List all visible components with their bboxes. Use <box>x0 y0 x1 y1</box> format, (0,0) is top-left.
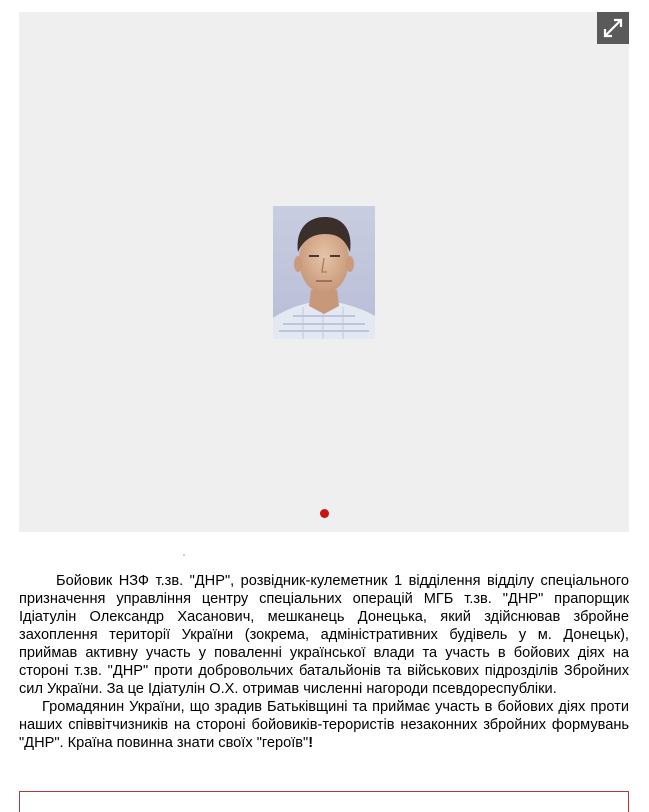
slide-dot-active[interactable] <box>320 509 329 518</box>
photo-gallery[interactable] <box>19 12 629 532</box>
divider-dot <box>183 554 185 556</box>
slide-indicator <box>19 509 629 518</box>
article-paragraph-1: Бойовик НЗФ т.зв. "ДНР", розвідник-кулеметник 1 відділення відділу спеціального призначення управління центру спеціальних операцій МГБ т.зв. "ДНР" прапорщик Ідіатулін Олександр Хасанович, мешканець Донецька, який здійснював збройне захоплення території України (зокрема, адміністративних будівель у м. Донецьк), приймав активну участь у поваленні української влади та участь в бойових діях на стороні т.зв. "ДНР" проти добровольчих батальйонів та військових підрозділів Збройних сил України. За це Ідіатулін О.Х. отримав численні нагороди псевдореспубліки. <box>19 573 629 697</box>
fullscreen-button[interactable] <box>597 12 629 44</box>
article-paragraph-2-exclamation: ! <box>308 735 314 751</box>
article-body <box>19 572 629 752</box>
article-paragraph-2-text: Громадянин України, що зрадив Батьківщині та приймає участь в бойових діях проти наших співвітчизників на стороні бойовиків-терористів незаконних збройних формувань "ДНР". Країна повинна знати своїх "героїв" <box>19 699 629 751</box>
article-paragraph-2 <box>19 698 629 752</box>
bottom-box <box>19 791 629 812</box>
expand-arrows-icon <box>603 18 623 38</box>
portrait-photo[interactable] <box>273 206 375 339</box>
